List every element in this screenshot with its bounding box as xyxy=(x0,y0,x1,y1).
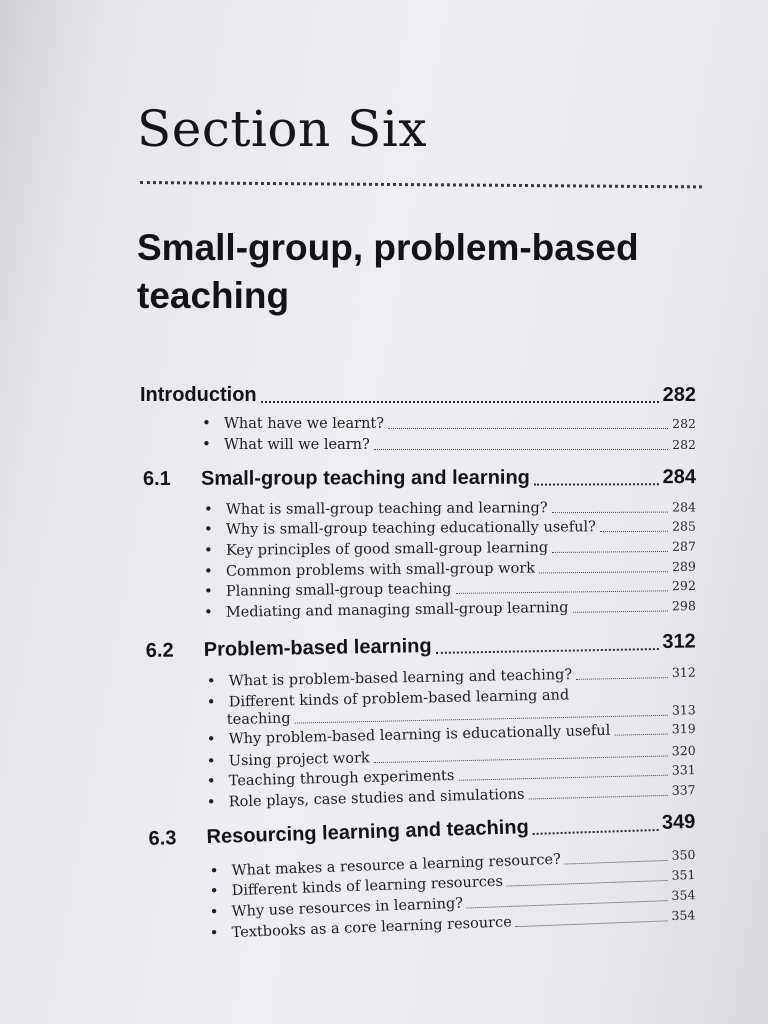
dot-leader xyxy=(573,610,668,612)
toc-entry-text: Textbooks as a core learning resource xyxy=(231,914,513,942)
dot-leader xyxy=(552,512,669,514)
toc-entry-page: 312 xyxy=(671,664,696,681)
dot-leader xyxy=(458,775,667,781)
bullet-icon: • xyxy=(203,519,213,538)
dot-leader xyxy=(534,483,659,485)
toc-entry-text: Mediating and managing small-group learning xyxy=(225,599,569,621)
bullet-icon: • xyxy=(206,751,216,770)
toc-entry xyxy=(202,517,696,538)
toc-entry-text: Role plays, case studies and simulations xyxy=(228,786,525,811)
dot-leader xyxy=(507,880,668,887)
bullet-icon: • xyxy=(202,414,211,432)
dot-leader xyxy=(374,449,668,450)
bullet-icon: • xyxy=(202,435,211,453)
toc-entry-text: Different kinds of problem-based learning and xyxy=(228,687,570,711)
toc-entry-page: 354 xyxy=(671,907,696,924)
bullet-icon: • xyxy=(209,861,219,880)
toc-entry-text: What is problem-based learning and teaching? xyxy=(228,666,573,690)
toc-entry-text: Why problem-based learning is educationally useful xyxy=(228,722,611,748)
dot-leader xyxy=(614,733,668,735)
bullet-icon: • xyxy=(206,771,216,790)
toc-entry-text: What is small-group teaching and learning? xyxy=(225,500,548,518)
toc-entry-page: 354 xyxy=(671,887,696,903)
toc-section-number: 6.2 xyxy=(145,639,174,663)
toc-entry xyxy=(200,414,696,432)
toc-section-number: 6.1 xyxy=(142,467,171,490)
dot-leader xyxy=(436,648,659,654)
toc-entry-page: 282 xyxy=(672,416,696,431)
toc-entry-text: What makes a resource a learning resource? xyxy=(231,851,562,880)
bullet-icon: • xyxy=(209,902,219,921)
toc-entry-page: 287 xyxy=(671,538,696,554)
toc-entry-page: 285 xyxy=(672,518,696,534)
toc-entry-page: 292 xyxy=(671,577,696,594)
toc-heading-label: Small-group teaching and learning xyxy=(200,466,530,490)
toc-entry-page: 319 xyxy=(671,720,696,737)
dot-leader xyxy=(261,401,659,403)
bullet-icon: • xyxy=(203,561,213,580)
toc-entry xyxy=(202,497,696,518)
toc-heading-label: Problem-based learning xyxy=(203,635,432,661)
toc-entry xyxy=(202,596,696,621)
bullet-icon: • xyxy=(209,923,219,942)
toc-heading-page: 312 xyxy=(662,630,696,653)
toc-entry xyxy=(202,537,696,559)
toc-heading-6-1 xyxy=(143,466,696,491)
dot-leader xyxy=(455,590,668,594)
dot-leader xyxy=(516,920,668,927)
toc-entry-page: 298 xyxy=(671,598,696,614)
toc-entry-page: 313 xyxy=(671,702,696,718)
toc-entry-text: Different kinds of learning resources xyxy=(231,873,504,900)
toc-heading-page: 349 xyxy=(661,810,696,834)
toc-entry-page: 289 xyxy=(671,558,696,575)
toc-entry-text: Why use resources in learning? xyxy=(231,895,464,921)
bullet-icon: • xyxy=(203,540,213,559)
section-title: Small-group, problem-based teaching xyxy=(137,227,639,316)
dot-leader xyxy=(539,571,668,573)
toc-entry-text: Why is small-group teaching educationally useful? xyxy=(225,519,596,538)
toc-entry-text: What will we learn? xyxy=(224,437,370,453)
toc-section-number: 6.3 xyxy=(148,827,177,851)
toc-entry-text: Key principles of good small-group learning xyxy=(225,539,549,559)
bullet-icon: • xyxy=(203,602,213,621)
dot-leader xyxy=(565,860,668,865)
dot-leader xyxy=(533,829,658,835)
bullet-icon: • xyxy=(203,581,213,600)
toc-entry-text: What have we learnt? xyxy=(224,416,385,432)
toc-heading-page: 284 xyxy=(662,466,696,489)
toc-entry-page: 282 xyxy=(672,437,696,452)
toc-entry-text: Common problems with small-group work xyxy=(225,560,536,580)
dotted-rule xyxy=(140,181,702,188)
section-label: Section Six xyxy=(137,100,428,158)
toc-entry-page: 320 xyxy=(671,742,696,759)
toc-entry-page: 284 xyxy=(672,499,696,515)
bullet-icon: • xyxy=(206,692,216,711)
bullet-icon: • xyxy=(203,499,213,518)
toc-heading-label: Resourcing learning and teaching xyxy=(206,816,530,849)
bullet-icon: • xyxy=(206,671,216,690)
toc-entry-page: 350 xyxy=(671,846,696,863)
toc-entry-text: Teaching through experiments xyxy=(228,767,455,790)
bullet-icon: • xyxy=(209,881,219,900)
toc-heading-page: 282 xyxy=(662,384,696,406)
bullet-icon: • xyxy=(206,792,216,811)
toc-entry xyxy=(200,435,696,453)
toc-heading-introduction xyxy=(140,384,696,407)
dot-leader xyxy=(529,795,668,800)
toc-entry-page: 331 xyxy=(671,762,696,778)
toc-heading-label: Introduction xyxy=(140,384,257,406)
dot-leader xyxy=(552,551,668,553)
toc-heading-6-3 xyxy=(148,811,695,851)
bullet-icon: • xyxy=(206,729,216,748)
dot-leader xyxy=(600,531,668,532)
toc-entry-text: teaching xyxy=(226,710,291,728)
toc-heading-6-2 xyxy=(146,630,696,663)
toc-entry-page: 351 xyxy=(671,866,696,883)
toc-entry-page: 337 xyxy=(671,782,696,798)
dot-leader xyxy=(576,677,668,680)
dot-leader xyxy=(388,428,668,429)
toc-entry-text: Using project work xyxy=(228,750,370,770)
toc-entry-text: Planning small-group teaching xyxy=(225,580,452,600)
